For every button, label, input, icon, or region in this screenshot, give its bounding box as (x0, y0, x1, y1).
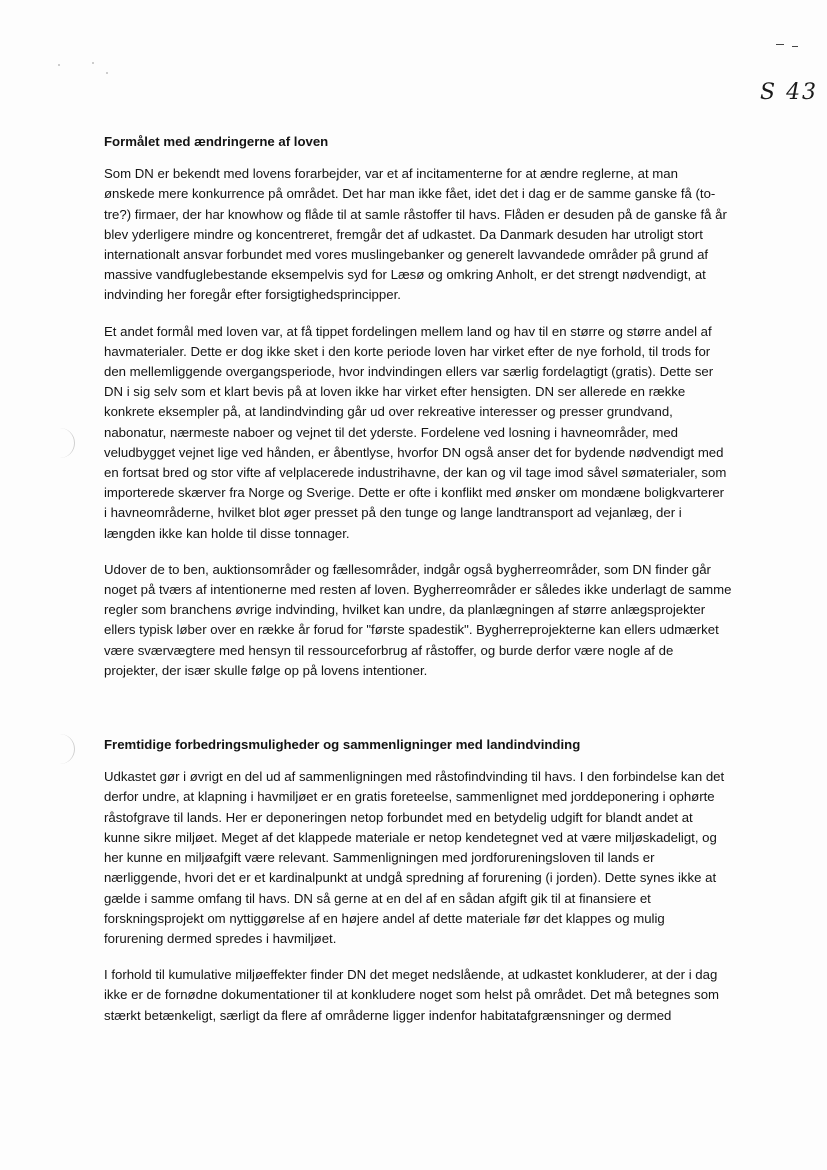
text-line: veludbygget vejnet lige ved hånden, er åbentlyse, hvorfor DN også anser det for bydende nødvendigt med (104, 444, 724, 460)
text-line: nærliggende, hvori det er et kardinalpunkt at undgå spredning af forurening (i jorden). Dette synes ikke at (104, 870, 717, 886)
text-line: kunne sikre miljøet. Meget af det klappede materiale er netop kendetegnet ved at være miljøskadeligt, og (104, 829, 717, 845)
section-heading: Formålet med ændringerne af loven (104, 134, 329, 149)
text-line: importerede skærver fra Norge og Sverige. Dette er ofte i konflikt med ønsker om mondæne boligkvarterer (104, 485, 725, 501)
text-line: råstofgrave til lands. Her er deponeringen netop forbundet med en betydelig udgift for blandt andet at (104, 809, 693, 825)
binder-hole-mark (60, 428, 75, 458)
paragraph (104, 322, 754, 544)
scan-mark (776, 44, 784, 45)
section-purpose (104, 132, 754, 681)
text-line: massive vandfuglebestande eksempelvis syd for Læsø og omkring Anholt, er det strengt nødvendigt, at (104, 267, 706, 283)
text-line: indvinding her foregår efter forsigtighedsprincipper. (104, 287, 401, 303)
text-line: ikke er de fornødne dokumentationer til at konkludere noget som helst på området. Det må betegnes som (104, 987, 720, 1003)
text-line: i havneområderne, hvilket blot øger presset på den tunge og lange landtransport ad vejanlæg, der i (104, 505, 682, 521)
text-line: derfor undre, at klapning i havmiljøet er en gratis foreteelse, sammenlignet med jorddeponering i ophørte (104, 789, 715, 805)
scan-speck (58, 64, 60, 66)
text-line: noget på tværs af intentionerne med resten af loven. Bygherreområder er således ikke underlagt de samme (104, 582, 732, 598)
section-future-improvements (104, 735, 754, 1026)
text-line: ellers typisk løber over en række år forud for "første spadestik". Bygherreprojekterne kan ellers udmærket (104, 622, 719, 638)
section-heading: Fremtidige forbedringsmuligheder og sammenligninger med landindvinding (104, 737, 581, 753)
text-line: Udkastet gør i øvrigt en del ud af sammenligningen med råstofindvinding til havs. I den forbindelse kan det (104, 769, 725, 785)
text-line: længden ikke kan holde til disse tonnager. (104, 525, 350, 541)
text-line: I forhold til kumulative miljøeffekter finder DN det meget nedslående, at udkastet konkluderer, at der i dag (104, 967, 718, 983)
text-line: konkrete eksempler på, at landindvinding går ud over rekreative interesser og presser grundvand, (104, 404, 673, 420)
scan-speck (92, 62, 94, 64)
binder-hole-mark (60, 734, 75, 764)
text-line: regler som branchens øvrige indvinding, hvilket kan undre, da planlægningen af større anlægsprojekter (104, 602, 706, 618)
text-line: gælde i samme omfang til havs. DN så gerne at en del af en sådan afgift gik til at finansiere et (104, 890, 651, 906)
text-line: stærkt betænkeligt, særligt da flere af områderne ligger indenfor habitatafgrænsninger og dermed (104, 1007, 672, 1023)
text-line: forskningsprojekt om nyttiggørelse af en højere andel af dette materiale før det klappes og mulig (104, 910, 665, 926)
paragraph (104, 560, 754, 681)
text-line: den mellemliggende overgangsperiode, hvor indvindingen ellers var særlig fordelagtigt (gratis). Dette ser (104, 364, 714, 380)
scan-speck (106, 72, 108, 74)
text-line: havmaterialer. Dette er dog ikke sket i den korte periode loven har virket efter de nye forhold, til trods for (104, 343, 711, 359)
text-line: en fortsat bred og stor vifte af velplacerede industrihavne, der kan og vil tage imod såvel sømaterialer, som (104, 465, 727, 481)
text-line: forurening dermed spredes i havmiljøet. (104, 930, 337, 946)
paragraph (104, 965, 754, 1026)
text-line: blev yderligere mindre og koncentreret, fremgår det af udkastet. Da Danmark desuden har utroligt stort (104, 226, 703, 242)
document-body (104, 132, 754, 1042)
text-line: Et andet formål med loven var, at få tippet fordelingen mellem land og hav til en større og større andel af (104, 323, 712, 339)
text-line: her kunne en miljøafgift være relevant. Sammenligningen med jordforureningsloven til lands er (104, 850, 655, 866)
section-spacer (104, 697, 754, 735)
scan-mark (792, 46, 798, 47)
text-line: DN i sig selv som et klart bevis på at loven ikke har virket efter hensigten. DN ser allerede en række (104, 384, 686, 400)
text-line: projekter, der især skulle følge op på lovens intentioner. (104, 662, 428, 678)
text-line: Som DN er bekendt med lovens forarbejder, var et af incitamenterne for at ændre reglerne, at man (104, 166, 678, 182)
text-line: nabonatur, nærmeste naboer og vejnet til det yderste. Fordelene ved losning i havneområder, med (104, 424, 679, 440)
paragraph (104, 767, 754, 949)
text-line: internationalt ansvar forbundet med vores muslingebanker og generelt lavvandede områder på grund af (104, 247, 709, 263)
page-number-handwritten: S 43 (760, 80, 819, 105)
paragraph (104, 164, 754, 305)
text-line: være sværvægtere med hensyn til ressourceforbrug af råstoffer, og burde derfor være nogle af de (104, 642, 674, 658)
text-line: Udover de to ben, auktionsområder og fællesområder, indgår også bygherreområder, som DN finder går (104, 561, 711, 577)
text-line: ønskede mere konkurrence på området. Det har man ikke fået, idet det i dag er de samme ganske få (to- (104, 186, 716, 202)
text-line: tre?) firmaer, der har knowhow og flåde til at samle råstoffer til havs. Flåden er desuden på de ganske få år (104, 206, 727, 222)
